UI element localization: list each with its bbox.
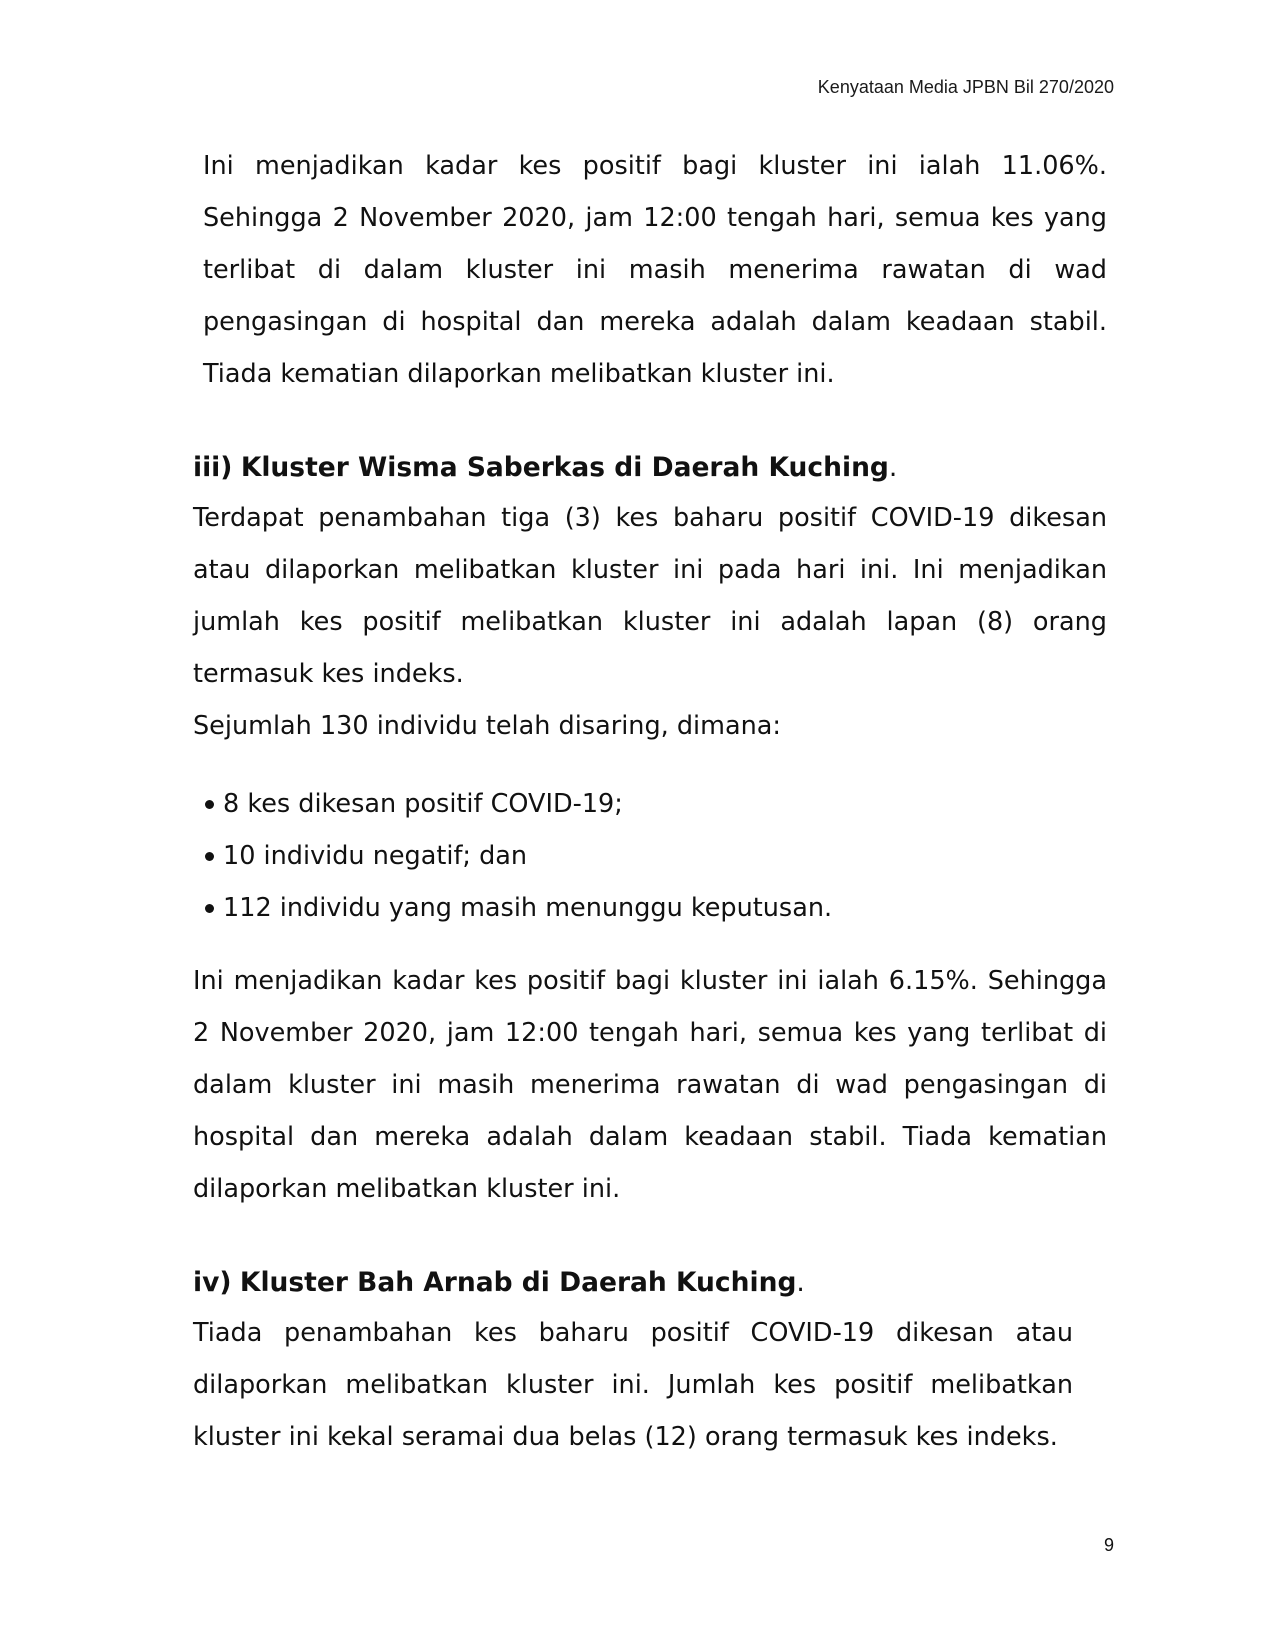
section-trailing-period: .: [888, 452, 898, 483]
section-title: Kluster Wisma Saberkas di Daerah Kuching: [240, 452, 889, 483]
paragraph-penambahan-kes: Terdapat penambahan tiga (3) kes baharu positif COVID-19 dikesan atau dilaporkan melibatkan kluster ini pada hari ini. Ini menjadikan jumlah kes positif melibatkan kluster ini adalah lapan (8) orang termasuk kes indeks.: [193, 503, 1107, 689]
page-number: 9: [1103, 1535, 1114, 1555]
bullet-icon: [205, 852, 214, 861]
bullet-icon: [205, 800, 214, 809]
screening-results-list: [203, 778, 832, 934]
section-number: iv): [193, 1267, 232, 1298]
list-item: 10 individu negatif; dan: [203, 830, 832, 882]
list-item: 8 kes dikesan positif COVID-19;: [203, 778, 832, 830]
paragraph-kadar-kes-11: Ini menjadikan kadar kes positif bagi kluster ini ialah 11.06%. Sehingga 2 November 2020, jam 12:00 tengah hari, semua kes yang terlibat di dalam kluster ini masih menerima rawatan di wad pengasingan di hospital dan mereka adalah dalam keadaan stabil. Tiada kematian dilaporkan melibatkan kluster ini.: [203, 151, 1107, 389]
document-header: Kenyataan Media JPBN Bil 270/2020: [817, 77, 1114, 97]
list-item: 112 individu yang masih menunggu keputusan.: [203, 882, 832, 934]
paragraph-saringan: Sejumlah 130 individu telah disaring, dimana:: [193, 711, 781, 741]
section-title: Kluster Bah Arnab di Daerah Kuching: [239, 1267, 797, 1298]
paragraph-tiada-penambahan: Tiada penambahan kes baharu positif COVID-19 dikesan atau dilaporkan melibatkan kluster ini. Jumlah kes positif melibatkan kluster ini kekal seramai dua belas (12) orang termasuk kes indeks.: [193, 1318, 1073, 1452]
bullet-icon: [205, 904, 214, 913]
section-trailing-period: .: [796, 1267, 805, 1298]
paragraph-kadar-kes-6: Ini menjadikan kadar kes positif bagi kluster ini ialah 6.15%. Sehingga 2 November 2020, jam 12:00 tengah hari, semua kes yang terlibat di dalam kluster ini masih menerima rawatan di wad pengasingan di hospital dan mereka adalah dalam keadaan stabil. Tiada kematian dilaporkan melibatkan kluster ini.: [193, 966, 1107, 1204]
section-number: iii): [193, 452, 233, 483]
section-heading-iii: [193, 442, 897, 494]
section-heading-iv: [193, 1257, 805, 1309]
